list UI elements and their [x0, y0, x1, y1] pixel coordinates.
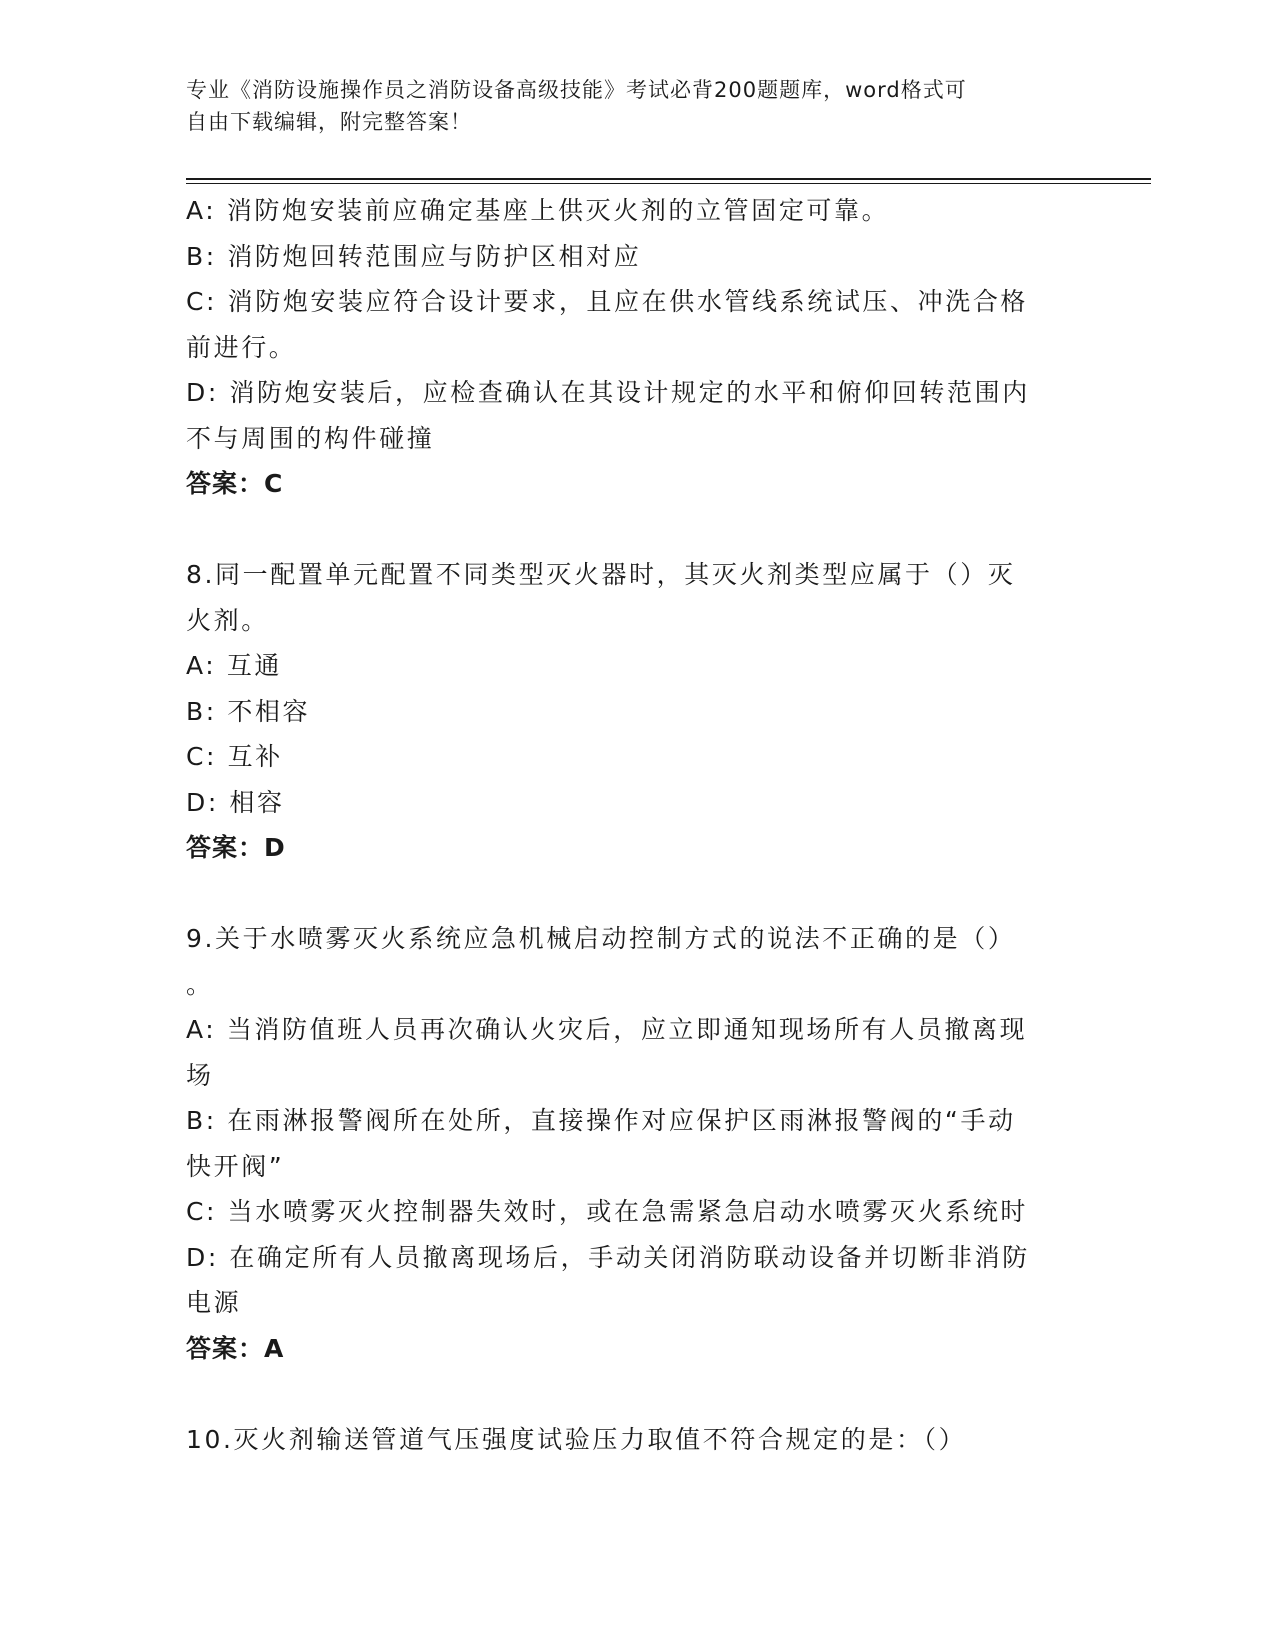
q9-option-a-line-2: 场 [186, 1060, 214, 1090]
q8-option-a: A: 互通 [186, 651, 283, 680]
spacer [186, 1371, 1086, 1417]
q8-option-c: C: 互补 [186, 742, 283, 771]
header-line-1: 专业《消防设施操作员之消防设备高级技能》考试必背200题题库，word格式可 [186, 78, 967, 102]
q8-answer: 答案：D [186, 833, 286, 862]
q10-question-line-1: 10.灭火剂输送管道气压强度试验压力取值不符合规定的是：（） [186, 1424, 967, 1454]
q8-question-line-1: 8.同一配置单元配置不同类型灭火器时，其灭火剂类型应属于（）灭 [186, 560, 1016, 589]
header-divider-thick [186, 178, 1151, 180]
q7-option-d-line-1: D: 消防炮安装后，应检查确认在其设计规定的水平和俯仰回转范围内 [186, 378, 1030, 407]
q9-option-b-line-1: B: 在雨淋报警阀所在处所，直接操作对应保护区雨淋报警阀的“手动 [186, 1106, 1016, 1135]
q9-option-c: C: 当水喷雾灭火控制器失效时，或在急需紧急启动水喷雾灭火系统时 [186, 1197, 1029, 1226]
q9-answer: 答案：A [186, 1333, 285, 1363]
q9-option-a-line-1: A: 当消防值班人员再次确认火灾后，应立即通知现场所有人员撤离现 [186, 1015, 1028, 1044]
q7-option-c-line-1: C: 消防炮安装应符合设计要求，且应在供水管线系统试压、冲洗合格 [186, 287, 1029, 316]
spacer [186, 871, 1086, 917]
q8-option-b: B: 不相容 [186, 696, 311, 726]
question-10-block [186, 1417, 1086, 1463]
q8-option-d: D: 相容 [186, 787, 285, 817]
q9-option-b-line-2: 快开阀” [186, 1151, 285, 1181]
q7-option-d-line-2: 不与周围的构件碰撞 [186, 423, 435, 453]
q9-option-d-line-1: D: 在确定所有人员撤离现场后，手动关闭消防联动设备并切断非消防 [186, 1242, 1030, 1272]
q7-option-c-line-2: 前进行。 [186, 332, 297, 362]
q9-question-line-1: 9.关于水喷雾灭火系统应急机械启动控制方式的说法不正确的是（） [186, 924, 1016, 953]
question-8-block [186, 552, 1086, 871]
document-header [186, 74, 1066, 138]
question-9-block [186, 916, 1086, 1371]
q8-question-line-2: 火剂。 [186, 605, 269, 635]
q7-answer: 答案：C [186, 469, 284, 498]
q9-option-d-line-2: 电源 [186, 1288, 242, 1317]
header-line-2: 自由下载编辑，附完整答案！ [186, 110, 472, 134]
document-body [186, 188, 1086, 1462]
header-divider-thin [186, 183, 1151, 184]
spacer [186, 507, 1086, 553]
q7-option-a: A: 消防炮安装前应确定基座上供灭火剂的立管固定可靠。 [186, 196, 890, 225]
question-7-block [186, 188, 1086, 507]
q9-question-line-2: 。 [186, 969, 214, 999]
q7-option-b: B: 消防炮回转范围应与防护区相对应 [186, 241, 642, 271]
